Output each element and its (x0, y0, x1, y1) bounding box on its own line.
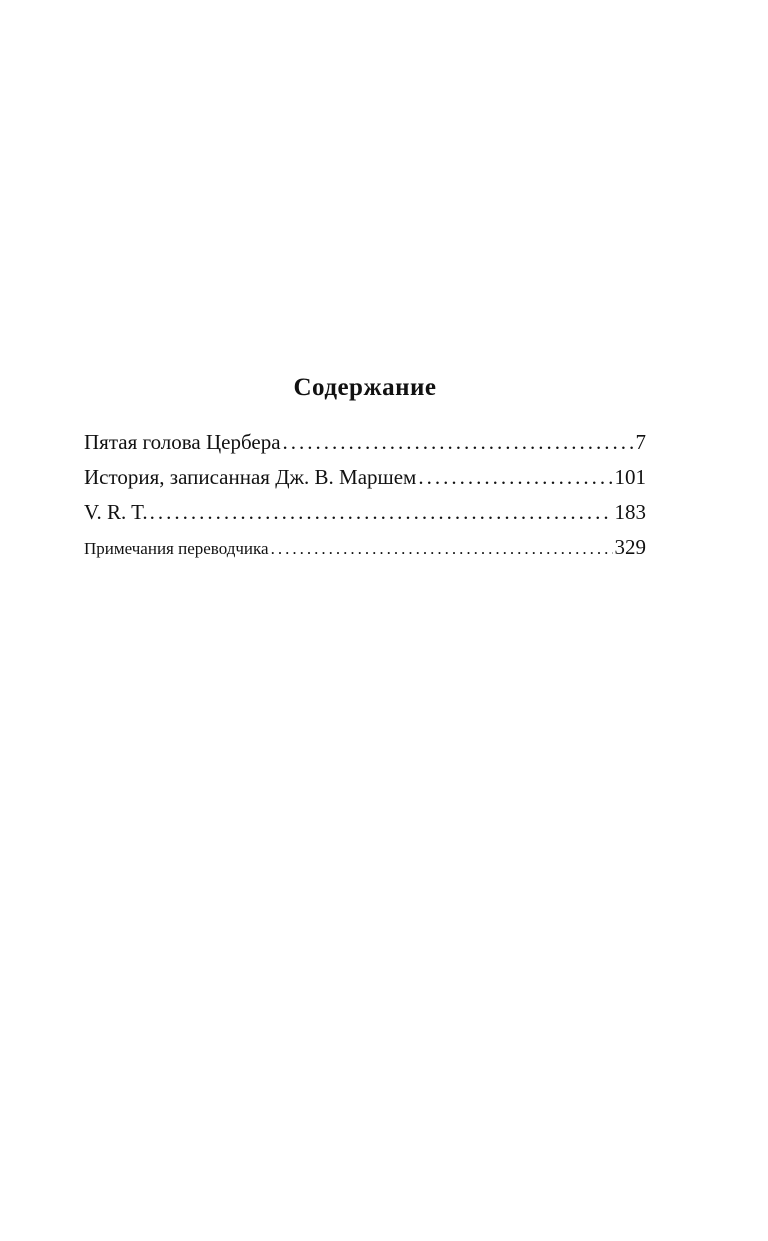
dot-leader (150, 500, 613, 525)
dot-leader (271, 539, 613, 559)
toc-entry-page: 101 (614, 465, 646, 489)
toc-list (84, 430, 646, 570)
toc-entry-page: 183 (614, 500, 646, 524)
toc-entry-label: История, записанная Дж. В. Маршем (84, 465, 417, 489)
toc-entry-label: V. R. T. (84, 500, 148, 524)
table-of-contents (84, 372, 646, 570)
toc-entry-label: Пятая голова Цербера (84, 430, 281, 454)
toc-entry (84, 500, 646, 535)
toc-entry-page: 7 (635, 430, 646, 454)
toc-entry (84, 535, 646, 570)
toc-title: Содержание (293, 374, 437, 401)
dot-leader (418, 465, 612, 490)
toc-entry (84, 465, 646, 500)
toc-entry (84, 430, 646, 465)
toc-entry-page: 329 (614, 535, 646, 559)
toc-entry-label: Примечания переводчика (84, 539, 269, 558)
dot-leader (283, 430, 634, 455)
